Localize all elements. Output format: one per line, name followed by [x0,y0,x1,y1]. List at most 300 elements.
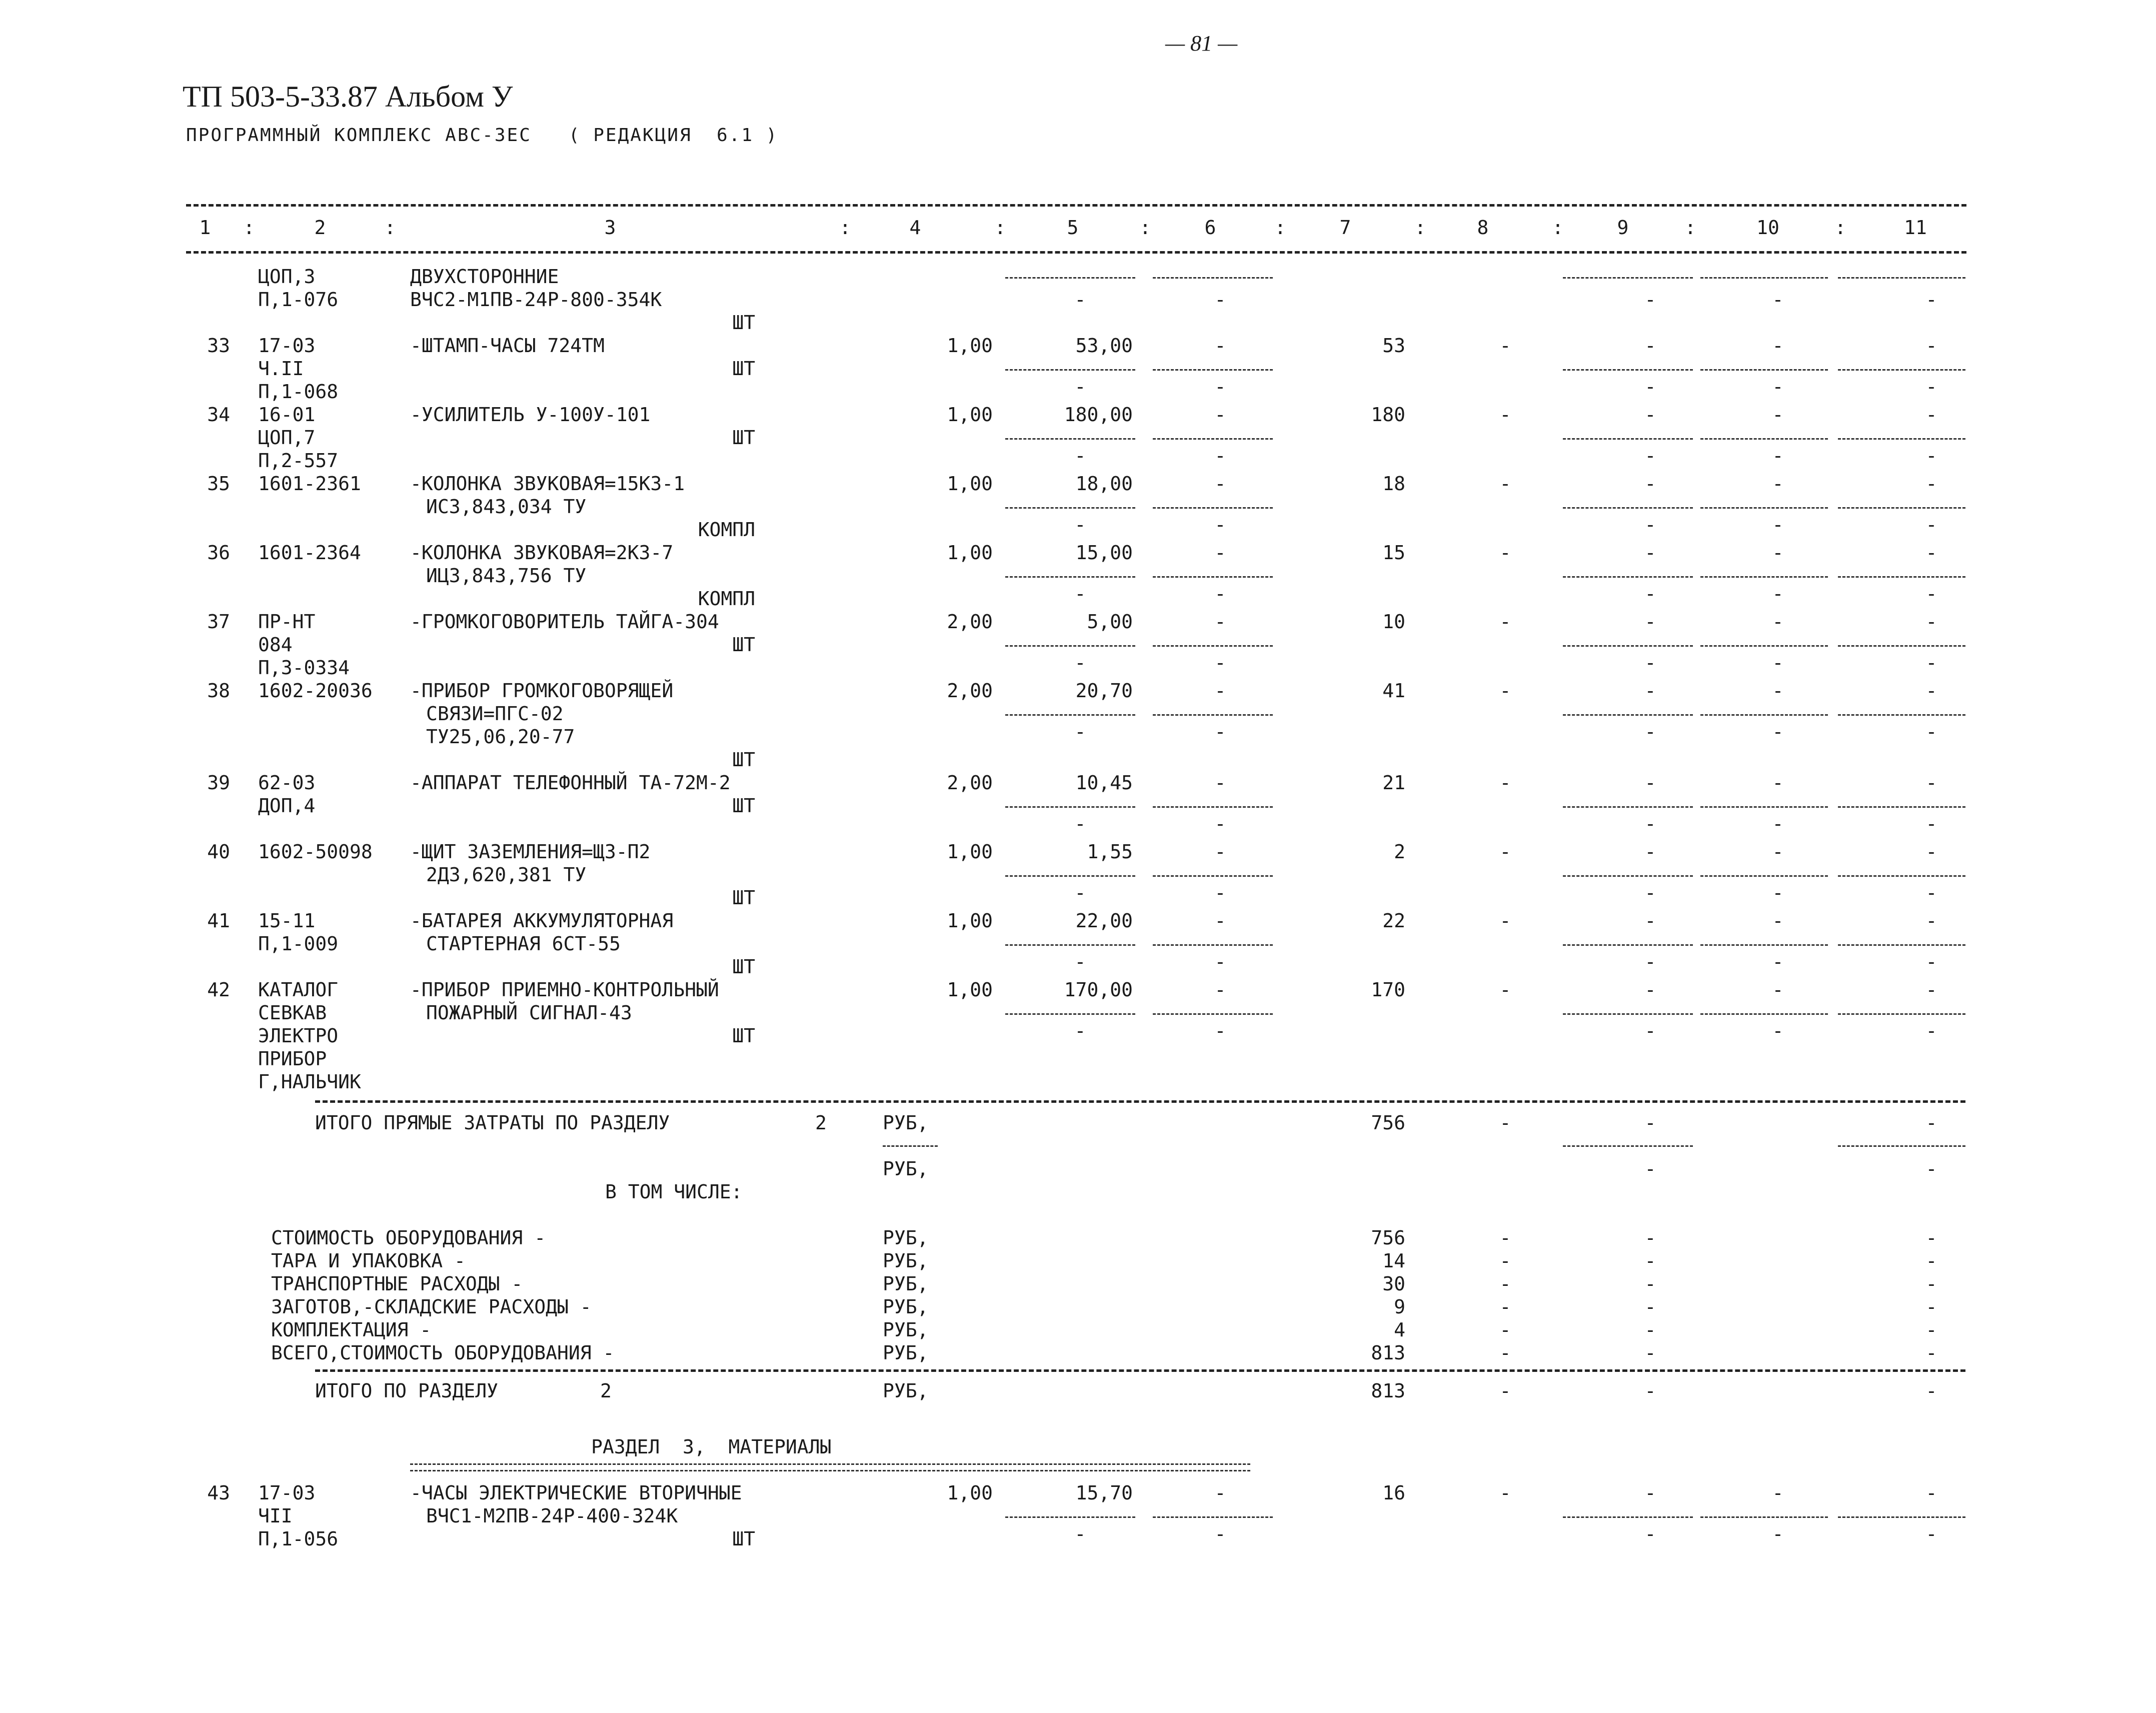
section-3-title: РАЗДЕЛ 3, МАТЕРИАЛЫ [591,1436,832,1458]
cell-number: 37 [207,611,230,633]
separator-line [1153,438,1273,440]
cell-total: 41 [1382,680,1405,702]
separator-line [1005,1013,1135,1015]
cell-dash: - [1074,289,1086,311]
cell-dash: - [1644,1158,1656,1180]
cell-dash: - [1925,680,1937,702]
cell-unit: КОМПЛ [698,588,755,610]
separator-line [1153,875,1273,877]
cell-dash: - [1772,1020,1784,1042]
separator-line [883,1145,938,1147]
cell-unit: ШТ [732,956,755,978]
cell-dash: - [1772,1523,1784,1545]
separator-line [1153,369,1273,371]
cell-name: -ПРИБОР ПРИЕМНО-КОНТРОЛЬНЫЙ [410,979,719,1001]
cell-code: 1601-2364 [258,542,361,564]
cell-dash: - [1925,910,1937,932]
cell-number: 33 [207,335,230,357]
cell-qty: 2,00 [947,611,993,633]
separator-line [1563,507,1693,509]
cell-name: СВЯЗИ=ПГС-02 [426,703,564,725]
cell-dash: - [1214,289,1226,311]
cell-dash: - [1644,376,1656,398]
cell-dash: - [1925,583,1937,605]
cell-dash: - [1644,910,1656,932]
cell-dash: - [1925,404,1937,426]
cell-dash: - [1772,882,1784,904]
cell-col8: - [1499,1296,1511,1318]
separator-line [1838,369,1965,371]
cell-code: П,1-009 [258,933,339,955]
cell-name: -ЩИТ ЗАЗЕМЛЕНИЯ=ЩЗ-П2 [410,841,651,863]
cell-code: П,3-0334 [258,657,350,679]
cell-dash: - [1772,473,1784,495]
separator-line [1563,645,1693,647]
cell-total: 22 [1382,910,1405,932]
column-separator: : [1139,217,1151,239]
separator-line [1005,369,1135,371]
separator-line [1563,277,1693,279]
cell-unit: ШТ [732,749,755,771]
cell-dash: - [1644,882,1656,904]
cell-code: Ч.II [258,358,304,380]
cell-price: 1,55 [1087,841,1133,863]
column-header-5: 5 [1067,217,1079,239]
cell-dash: - [1214,951,1226,973]
section-number: 2 [600,1380,612,1402]
separator-line [1005,645,1135,647]
column-header-1: 1 [199,217,211,239]
column-separator: : [1414,217,1426,239]
cell-col8: - [1499,611,1511,633]
cell-dash: - [1925,951,1937,973]
cell-dash: - [1772,611,1784,633]
cell-dash: - [1644,611,1656,633]
cell-code: ПР-НТ [258,611,316,633]
column-separator: : [839,217,851,239]
separator-line [1838,806,1965,808]
cell-col8: - [1499,910,1511,932]
cell-dash: - [1772,542,1784,564]
cell-name: ДВУХСТОРОННИЕ [410,266,559,288]
separator-line [1153,507,1273,509]
column-header-11: 11 [1904,217,1927,239]
cell-price: 5,00 [1087,611,1133,633]
separator-line [1700,438,1828,440]
summary-rule [315,1369,1965,1372]
currency: РУБ, [883,1158,929,1180]
cell-number: 39 [207,772,230,794]
cell-dash: - [1925,1380,1937,1402]
cell-total: 18 [1382,473,1405,495]
cell-dash: - [1214,721,1226,743]
cell-name: ИЦ3,843,756 ТУ [426,565,587,587]
separator-line [1005,277,1135,279]
column-header-9: 9 [1617,217,1629,239]
cell-dash: - [1644,652,1656,674]
separator-line [1700,507,1828,509]
cell-dash: - [1644,514,1656,536]
cell-dash: - [1925,1250,1937,1272]
summary-item-label: ЗАГОТОВ,-СКЛАДСКИЕ РАСХОДЫ - [271,1296,592,1318]
cell-dash: - [1644,813,1656,835]
separator-line [1838,1145,1965,1147]
cell-unit: ШТ [732,887,755,909]
cell-dash: - [1074,882,1086,904]
cell-dash: - [1772,979,1784,1001]
cell-dash: - [1925,1523,1937,1545]
separator-line [1005,875,1135,877]
cell-dash: - [1925,542,1937,564]
currency: РУБ, [883,1319,929,1341]
separator-line [1153,1013,1273,1015]
table-header-rule [186,251,1966,254]
cell-price: 170,00 [1064,979,1133,1001]
cell-dash: - [1925,813,1937,835]
summary-item-value: 30 [1382,1273,1405,1295]
cell-qty: 1,00 [947,542,993,564]
summary-item-label: КОМПЛЕКТАЦИЯ - [271,1319,432,1341]
separator-line [1700,806,1828,808]
cell-code: 084 [258,634,293,656]
cell-dash: - [1925,652,1937,674]
cell-dash: - [1772,1482,1784,1504]
document-title: ТП 503-5-33.87 Альбом У [183,80,513,113]
cell-name: -КОЛОНКА ЗВУКОВАЯ=2КЗ-7 [410,542,674,564]
cell-name: ВЧС1-М2ПВ-24Р-400-324К [426,1505,678,1527]
cell-total: 53 [1382,335,1405,357]
cell-dash: - [1214,376,1226,398]
separator-line [1153,645,1273,647]
cell-dash: - [1644,772,1656,794]
currency: РУБ, [883,1227,929,1249]
cell-dash: - [1074,1523,1086,1545]
column-header-7: 7 [1339,217,1351,239]
cell-dash: - [1772,813,1784,835]
cell-dash: - [1214,1523,1226,1545]
separator-line [1838,438,1965,440]
cell-dash: - [1772,289,1784,311]
cell-number: 41 [207,910,230,932]
cell-total: 10 [1382,611,1405,633]
cell-col8: - [1499,1342,1511,1364]
cell-col8: - [1499,1273,1511,1295]
cell-dash: - [1925,772,1937,794]
cell-dash: - [1644,1273,1656,1295]
separator-line [1700,277,1828,279]
column-separator: : [1274,217,1286,239]
cell-dash: - [1214,882,1226,904]
summary-item-value: 756 [1371,1227,1405,1249]
direct-costs-label: ИТОГО ПРЯМЫЕ ЗАТРАТЫ ПО РАЗДЕЛУ [315,1112,670,1134]
section-number: 2 [815,1112,827,1134]
separator-line [1700,645,1828,647]
cell-dash: - [1772,335,1784,357]
cell-dash: - [1644,1380,1656,1402]
cell-total: 16 [1382,1482,1405,1504]
separator-line [1153,714,1273,716]
cell-qty: 1,00 [947,404,993,426]
cell-dash: - [1644,289,1656,311]
cell-dash: - [1925,882,1937,904]
cell-code: 1602-50098 [258,841,373,863]
cell-dash: - [1925,1319,1937,1341]
cell-dash: - [1644,335,1656,357]
cell-code: 17-03 [258,1482,316,1504]
cell-dash: - [1644,1342,1656,1364]
cell-dash: - [1644,979,1656,1001]
cell-code: 62-03 [258,772,316,794]
cell-col8: - [1499,1227,1511,1249]
cell-code: ДОП,4 [258,795,316,817]
separator-line [1563,576,1693,578]
cell-name: -ШТАМП-ЧАСЫ 724ТМ [410,335,605,357]
cell-unit: ШТ [732,427,755,449]
cell-dash: - [1644,951,1656,973]
cell-unit: ШТ [732,1528,755,1550]
separator-line [1563,438,1693,440]
separator-line [1005,944,1135,946]
separator-line [1005,576,1135,578]
cell-number: 34 [207,404,230,426]
cell-col6: - [1214,1482,1226,1504]
cell-code: 15-11 [258,910,316,932]
cell-dash: - [1772,910,1784,932]
separator-line [1838,1516,1965,1518]
cell-col8: - [1499,335,1511,357]
cell-dash: - [1214,514,1226,536]
cell-name: ПОЖАРНЫЙ СИГНАЛ-43 [426,1002,632,1024]
cell-col6: - [1214,611,1226,633]
section-total-label: ИТОГО ПО РАЗДЕЛУ [315,1380,499,1402]
cell-number: 40 [207,841,230,863]
column-header-2: 2 [314,217,326,239]
column-separator: : [243,217,255,239]
section-3-underline [410,1463,1250,1471]
cell-name: -ГРОМКОГОВОРИТЕЛЬ ТАЙГА-304 [410,611,719,633]
cell-col8: - [1499,542,1511,564]
cell-qty: 2,00 [947,772,993,794]
cell-dash: - [1644,1296,1656,1318]
cell-col8: - [1499,979,1511,1001]
cell-code: 17-03 [258,335,316,357]
cell-col8: - [1499,841,1511,863]
separator-line [1563,1013,1693,1015]
cell-dash: - [1644,721,1656,743]
cell-name: -УСИЛИТЕЛЬ У-100У-101 [410,404,651,426]
separator-line [1838,576,1965,578]
cell-qty: 2,00 [947,680,993,702]
cell-dash: - [1214,1020,1226,1042]
separator-line [1153,1516,1273,1518]
cell-dash: - [1772,680,1784,702]
cell-col8: - [1499,1380,1511,1402]
cell-dash: - [1772,721,1784,743]
cell-total: 170 [1371,979,1405,1001]
cell-name: -ПРИБОР ГРОМКОГОВОРЯЩЕЙ [410,680,674,702]
cell-dash: - [1772,445,1784,467]
cell-dash: - [1074,721,1086,743]
cell-qty: 1,00 [947,1482,993,1504]
cell-col6: - [1214,542,1226,564]
cell-dash: - [1074,376,1086,398]
separator-line [1005,507,1135,509]
cell-dash: - [1925,1020,1937,1042]
cell-col6: - [1214,404,1226,426]
cell-col8: - [1499,1250,1511,1272]
cell-dash: - [1925,611,1937,633]
cell-dash: - [1925,376,1937,398]
cell-code: КАТАЛОГ [258,979,339,1001]
cell-code: 1602-20036 [258,680,373,702]
summary-item-value: 4 [1394,1319,1405,1341]
cell-qty: 1,00 [947,335,993,357]
cell-number: 42 [207,979,230,1001]
summary-item-label: ВСЕГО,СТОИМОСТЬ ОБОРУДОВАНИЯ - [271,1342,615,1364]
cell-dash: - [1772,652,1784,674]
summary-item-value: 813 [1371,1342,1405,1364]
separator-line [1838,1013,1965,1015]
cell-col8: - [1499,404,1511,426]
cell-price: 10,45 [1075,772,1133,794]
cell-price: 18,00 [1075,473,1133,495]
cell-col6: - [1214,335,1226,357]
separator-line [1153,277,1273,279]
cell-dash: - [1925,1482,1937,1504]
cell-dash: - [1925,514,1937,536]
document-subtitle: ПРОГРАММНЫЙ КОМПЛЕКС АВС-3ЕС ( РЕДАКЦИЯ 6.1 ) [186,125,779,146]
cell-code: П,1-076 [258,289,339,311]
cell-dash: - [1644,1112,1656,1134]
column-separator: : [1834,217,1846,239]
separator-line [1563,1145,1693,1147]
column-separator: : [994,217,1006,239]
cell-price: 20,70 [1075,680,1133,702]
cell-code: ПРИБОР [258,1048,327,1070]
cell-dash: - [1644,1020,1656,1042]
cell-dash: - [1074,583,1086,605]
currency: РУБ, [883,1112,929,1134]
separator-line [1838,714,1965,716]
cell-dash: - [1074,813,1086,835]
cell-code: ЦОП,7 [258,427,316,449]
cell-code: П,1-056 [258,1528,339,1550]
cell-name: ВЧС2-М1ПВ-24Р-800-354К [410,289,662,311]
cell-dash: - [1644,841,1656,863]
cell-col8: - [1499,1112,1511,1134]
column-separator: : [1684,217,1696,239]
cell-dash: - [1925,841,1937,863]
cell-dash: - [1925,1273,1937,1295]
separator-line [1838,645,1965,647]
cell-name: ТУ25,06,20-77 [426,726,575,748]
cell-dash: - [1074,514,1086,536]
separator-line [1563,875,1693,877]
cell-dash: - [1925,1158,1937,1180]
table-top-rule [186,204,1966,207]
cell-price: 180,00 [1064,404,1133,426]
column-header-10: 10 [1756,217,1779,239]
summary-item-value: 9 [1394,1296,1405,1318]
cell-dash: - [1925,335,1937,357]
cell-price: 15,00 [1075,542,1133,564]
separator-line [1700,875,1828,877]
cell-number: 35 [207,473,230,495]
cell-dash: - [1925,445,1937,467]
cell-dash: - [1772,951,1784,973]
cell-dash: - [1772,514,1784,536]
cell-dash: - [1644,1523,1656,1545]
cell-qty: 1,00 [947,910,993,932]
cell-dash: - [1925,473,1937,495]
cell-total: 2 [1394,841,1405,863]
column-header-6: 6 [1204,217,1216,239]
cell-dash: - [1925,1227,1937,1249]
cell-dash: - [1772,772,1784,794]
cell-name: 2Д3,620,381 ТУ [426,864,587,886]
cell-dash: - [1644,1227,1656,1249]
column-header-4: 4 [909,217,921,239]
cell-dash: - [1214,813,1226,835]
summary-rule [315,1100,1965,1103]
column-separator: : [384,217,396,239]
cell-name: -АППАРАТ ТЕЛЕФОННЫЙ ТА-72М-2 [410,772,731,794]
cell-dash: - [1644,680,1656,702]
cell-dash: - [1925,289,1937,311]
cell-code: 16-01 [258,404,316,426]
cell-name: СТАРТЕРНАЯ 6СТ-55 [426,933,621,955]
separator-line [1700,1013,1828,1015]
cell-unit: ШТ [732,358,755,380]
separator-line [1563,369,1693,371]
cell-col6: - [1214,680,1226,702]
summary-item-label: ТАРА И УПАКОВКА - [271,1250,466,1272]
cell-unit: КОМПЛ [698,519,755,541]
separator-line [1838,507,1965,509]
cell-dash: - [1644,1250,1656,1272]
separator-line [1563,714,1693,716]
cell-price: 53,00 [1075,335,1133,357]
cell-dash: - [1644,445,1656,467]
cell-qty: 1,00 [947,979,993,1001]
cell-name: ИС3,843,034 ТУ [426,496,587,518]
cell-dash: - [1214,445,1226,467]
cell-total: 21 [1382,772,1405,794]
separator-line [1700,576,1828,578]
currency: РУБ, [883,1380,929,1402]
cell-col6: - [1214,910,1226,932]
cell-dash: - [1644,1482,1656,1504]
cell-code: Г,НАЛЬЧИК [258,1071,361,1093]
cell-dash: - [1644,1319,1656,1341]
cell-number: 38 [207,680,230,702]
cell-number: 43 [207,1482,230,1504]
separator-line [1838,875,1965,877]
separator-line [1005,438,1135,440]
cell-dash: - [1644,404,1656,426]
column-separator: : [1552,217,1564,239]
cell-col6: - [1214,979,1226,1001]
cell-total: 180 [1371,404,1405,426]
cell-unit: ШТ [732,634,755,656]
separator-line [1005,1516,1135,1518]
cell-col6: - [1214,772,1226,794]
cell-col8: - [1499,680,1511,702]
separator-line [1153,806,1273,808]
summary-item-value: 14 [1382,1250,1405,1272]
separator-line [1700,944,1828,946]
cell-price: 15,70 [1075,1482,1133,1504]
